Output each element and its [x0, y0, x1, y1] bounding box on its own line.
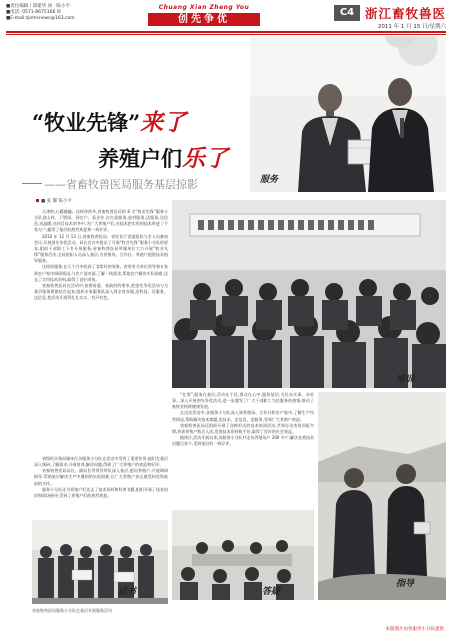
subtitle: ——省畜牧兽医局服务基层掠影	[44, 178, 198, 191]
paragraph: 省畜牧兽医局还组织开展了各种形式的技术培训活动,共举办各类培训班多期,培训养殖户数百人次,发放技术资料数千份,取得了良好的社会效益。	[172, 422, 314, 434]
article-column-3	[172, 392, 314, 504]
paragraph: 省级机关和局属单位各服务小分队在活动中发挥了重要作用,他们在基层深入调研,了解需求,开展培训,解决问题,得到了广大养殖户的欢迎和好评。	[34, 456, 168, 468]
paragraph: 服务小分队还为养殖户们送去了技术资料和科普书籍,组织开展了技术培训和现场指导,受到了养殖户们的热烈欢迎。	[34, 486, 168, 498]
headline-part: “牧业先锋”	[32, 110, 141, 135]
photo-caption: 省畜牧兽医局服务小分队在基层开展服务活动	[32, 608, 112, 613]
phone-line: ■电话: 0571-8675166 转	[6, 10, 62, 15]
byline-marker	[36, 199, 39, 202]
column-pinyin: Chuang Xian Zheng You	[158, 4, 250, 11]
paragraph: 天津的,心暖融融。这样冲的冬,省畜牧兽医局的 8 支“牧业先锋”服务小分队进山村、下猪场、到农户、看企业,在打造服务,进村服务,送服务,送信息,送温暖,送项目技术的冬中,为广大养殖户们,送技术把实用的技术带进了千家万户,赢得了基层的热烈欢迎和一致好评。	[34, 209, 168, 233]
headline-line-1	[32, 104, 186, 137]
headline-line-2	[98, 140, 228, 173]
photo-book-delivery	[32, 520, 168, 604]
photo-credit-qa: 答疑	[262, 587, 281, 597]
newspaper-name: 浙江畜牧兽医	[364, 6, 446, 21]
header-divider	[6, 31, 446, 33]
headline-part: 养殖户们	[98, 146, 182, 171]
article-column-1	[34, 209, 168, 454]
photo-credit-service: 服务	[260, 175, 279, 185]
photo-credit-training: 培训	[396, 375, 415, 385]
photo-qa-session	[172, 510, 314, 600]
photo-field-guidance	[318, 392, 446, 600]
photo-credit-books: 送书	[118, 587, 137, 597]
header-divider-thin	[6, 34, 446, 35]
column-header	[148, 4, 260, 26]
photo-training-meeting	[172, 200, 446, 388]
publish-date: 2011 年 1 月 15 日/星期六	[377, 24, 446, 30]
paragraph: 2010 年 12 月 13 日,省畜牧兽医局、省农业厅党委组织与会人员参加会议,开展创先争优活动。局长会议中提出了开展“牧业先锋”服务小分队的要求,组织干部职工下乡开展服务,省畜牧兽医局所属单位大力开展“牧业先锋”服务活动,全局组织人员深入基层,为养殖场、合作社、养殖户提供技术指导服务。	[34, 233, 168, 264]
headline-highlight: 乐了	[182, 145, 228, 172]
byline-text: ■ 张 馨 陈小平	[41, 199, 73, 204]
article-column-2	[34, 456, 168, 518]
paragraph: “在那”,服务在基层,活动在于民,群众在心中,服务基层,为民办实事、办好事。深入开展创先争优活动,进一步激发了广大干部职工为民服务的热情,推动了畜牧业持续健康发展。	[172, 392, 314, 410]
footer-note: 本版图片由各服务小分队提供	[385, 627, 444, 632]
paragraph: 省畜牧兽医局局长、副局长等领导带队深入基层,慰问养殖户,开展调研指导,帮助基层解决生产中遇到的实际困难,让广大养殖户真正感受到党和政府的关怀。	[34, 468, 168, 486]
paragraph: 省畜牧兽医局在活动中,按照省委、省政府的要求,把创先争优活动与为基层服务紧密结合起来,组织专家服务队深入到全省各地,送科技、送服务、送信息,把活动开展得扎扎实实、有声有色。	[34, 282, 168, 301]
photo-officials-greeting	[250, 36, 446, 192]
headline-highlight: 来了	[140, 109, 187, 136]
subtitle-rule	[22, 183, 42, 184]
byline	[36, 198, 72, 204]
email-line: ■E-mail:zjxmsnews@163.com	[6, 16, 75, 21]
paragraph: 在这次活动中,各服务小分队深入到养殖场、合作社和农户家中,了解生产经营情况,帮助解决技术难题,送技术、送信息、送服务,受到广大养殖户欢迎。	[172, 410, 314, 422]
paragraph: 据统计,活动开展以来,各服务小分队共走访养殖场户 200 多户,解决各类技术问题百余个,受到基层的一致好评。	[172, 435, 314, 447]
page-number: C4	[334, 5, 360, 21]
photo-credit-guidance: 指导	[396, 579, 415, 589]
editor-info	[6, 4, 75, 22]
column-title: 创先争优	[148, 13, 260, 26]
editor-line: ■责任编辑 / 郑建华 刘 · 陈小平	[6, 4, 70, 9]
paragraph: 这样的服务,在几个月中收到了非常好的效果。省里有关单位领导和专家到农户家中调研情况,与农户面对面,了解一线需求,帮助农户解决实际困难,送去了实用技术资料,取得了良好成效。	[34, 264, 168, 282]
